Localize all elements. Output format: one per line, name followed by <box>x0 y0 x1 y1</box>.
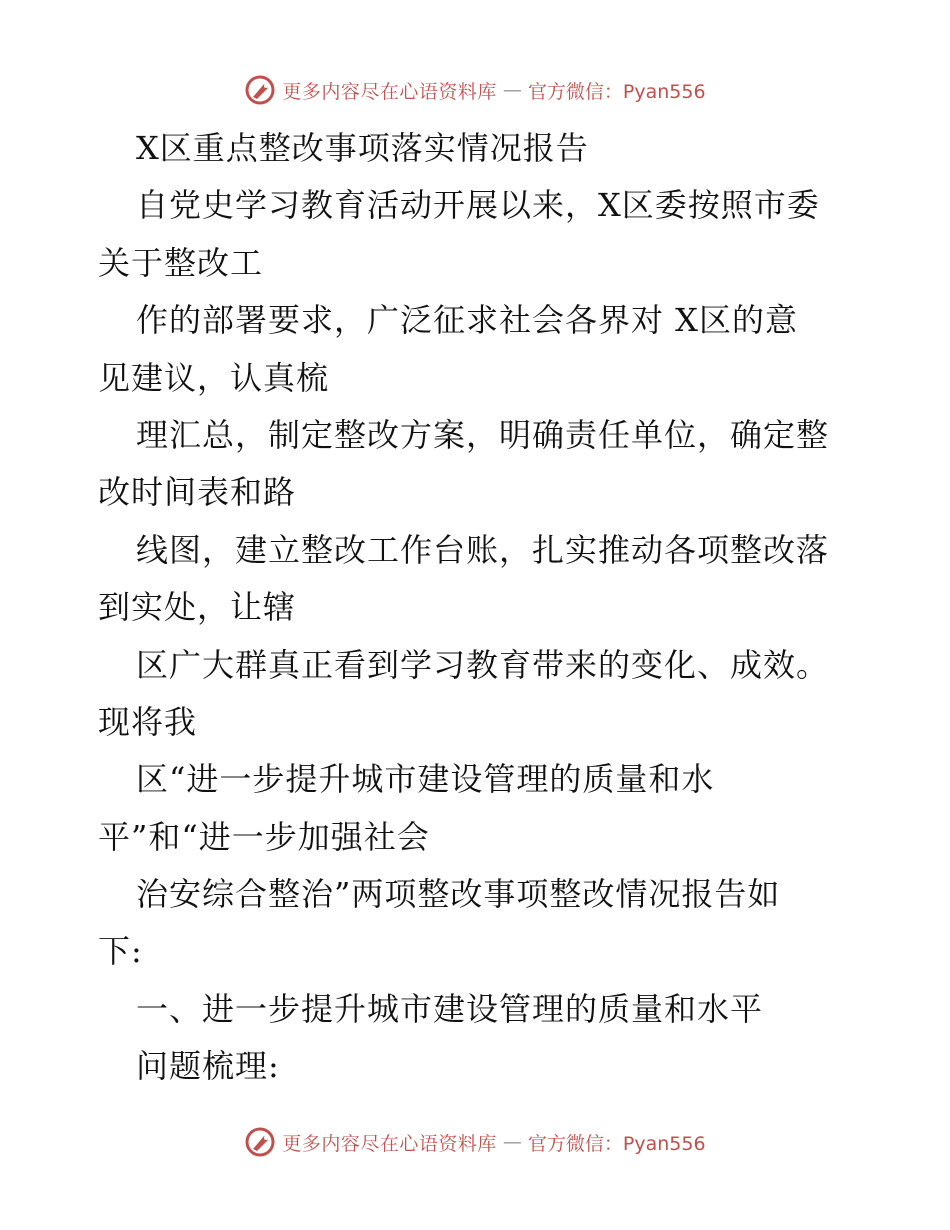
paragraph-line: 自党史学习教育活动开展以来，X区委按照市委 <box>136 186 820 225</box>
paragraph-line: 见建议，认真梳 <box>98 358 330 397</box>
banner-text: 更多内容尽在心语资料库 <box>282 1132 497 1155</box>
paragraph-line: 到实处，让辖 <box>98 588 297 627</box>
banner-wechat: 官方微信：Pyan556 <box>527 1132 706 1155</box>
paragraph-line: 现将我 <box>98 702 198 741</box>
section-heading: 一、进一步提升城市建设管理的质量和水平 <box>136 989 764 1028</box>
subsection-heading: 问题梳理: <box>136 1047 280 1086</box>
footer-banner <box>0 1124 950 1160</box>
paragraph-line: 区广大群真正看到学习教育带来的变化、成效。 <box>136 645 830 684</box>
paragraph-line: 线图，建立整改工作台账，扎实推动各项整改落 <box>136 530 830 569</box>
paragraph-line: 改时间表和路 <box>98 473 297 512</box>
paragraph-line: 理汇总，制定整改方案，明确责任单位，确定整 <box>136 415 830 454</box>
paragraph-line: 作的部署要求，广泛征求社会各界对 X区的意 <box>136 301 798 340</box>
banner-text: 更多内容尽在心语资料库 <box>282 80 497 103</box>
header-banner <box>0 72 950 108</box>
pen-logo-icon <box>244 1126 276 1158</box>
paragraph-line: 区“进一步提升城市建设管理的质量和水 <box>136 760 715 799</box>
pen-logo-icon <box>244 74 276 106</box>
document-title: X区重点整改事项落实情况报告 <box>136 129 589 167</box>
paragraph-line: 关于整改工 <box>98 243 264 282</box>
banner-separator: — <box>502 79 522 101</box>
document-body <box>98 120 858 1096</box>
paragraph-line: 下: <box>98 932 143 971</box>
banner-separator: — <box>502 1131 522 1153</box>
banner-wechat: 官方微信：Pyan556 <box>527 80 706 103</box>
paragraph-line: 治安综合整治”两项整改事项整改情况报告如 <box>136 875 781 914</box>
paragraph-line: 平”和“进一步加强社会 <box>98 817 430 856</box>
